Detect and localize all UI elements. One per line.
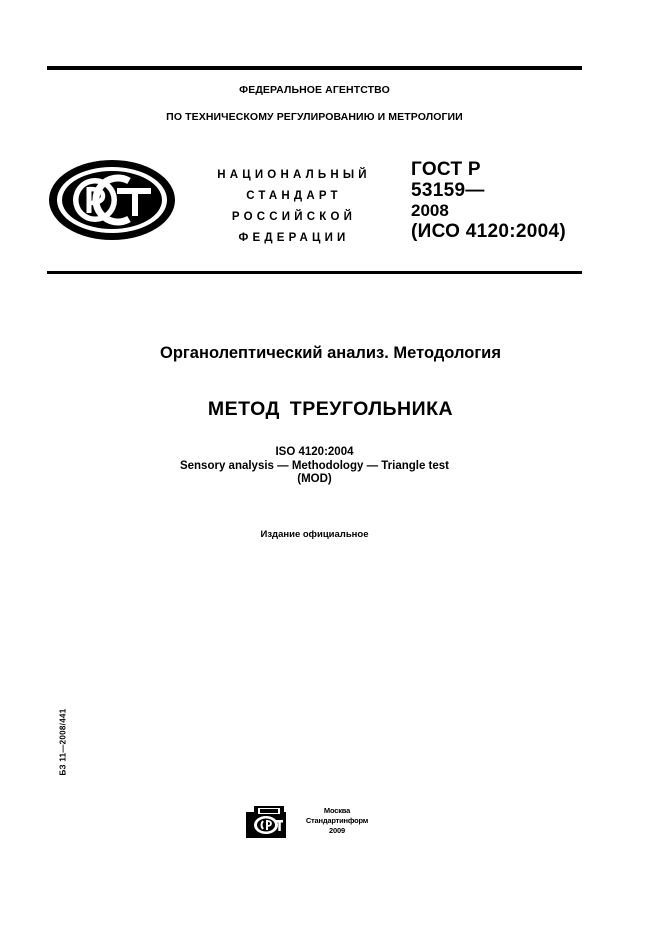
standartinform-logo-icon	[246, 806, 288, 838]
side-code: БЗ 11—2008/441	[58, 708, 68, 776]
iso-reference-line-2: Sensory analysis — Methodology — Triangle test	[179, 459, 450, 472]
standard-designation	[411, 160, 566, 242]
publisher-year: 2009	[329, 826, 345, 835]
designation-line-4: (ИСО 4120:2004)	[411, 220, 566, 242]
edition-label: Издание официальное	[260, 529, 369, 540]
national-standard-line-2: СТАНДАРТ	[246, 190, 342, 202]
designation-line-2: 53159—	[411, 179, 485, 201]
document-title: МЕТОД ТРЕУГОЛЬНИКА	[207, 398, 454, 420]
national-standard-line-3: РОССИЙСКОЙ	[231, 211, 357, 223]
agency-name-line-1: ФЕДЕРАЛЬНОЕ АГЕНТСТВО	[239, 84, 390, 96]
gost-r-emblem-icon	[47, 158, 177, 242]
document-subtitle: Органолептический анализ. Методология	[160, 344, 501, 362]
publisher-info	[287, 806, 387, 836]
national-standard-line-4: ФЕДЕРАЦИИ	[238, 232, 350, 244]
publisher-city: Москва	[323, 806, 351, 815]
middle-rule	[47, 271, 582, 274]
designation-line-1: ГОСТ Р	[411, 159, 481, 180]
top-rule	[47, 66, 582, 70]
iso-reference	[0, 446, 629, 487]
publisher-name: Стандартинформ	[305, 816, 369, 825]
national-standard-label	[196, 165, 392, 249]
iso-reference-line-1: ISO 4120:2004	[275, 446, 354, 458]
national-standard-line-1: НАЦИОНАЛЬНЫЙ	[217, 169, 371, 181]
iso-reference-line-3: (MOD)	[297, 473, 332, 485]
designation-line-3: 2008	[411, 201, 449, 220]
agency-name-line-2: ПО ТЕХНИЧЕСКОМУ РЕГУЛИРОВАНИЮ И МЕТРОЛОГИИ	[166, 111, 463, 123]
